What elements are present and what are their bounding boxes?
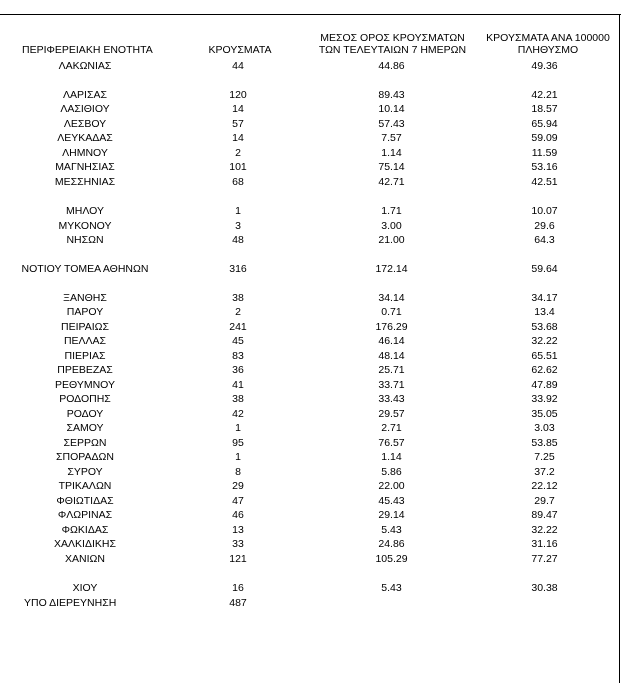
cases-cell: 29 [232, 480, 244, 492]
per-100000-cell: 53.85 [531, 437, 558, 449]
avg-7-days-cell: 22.00 [378, 480, 405, 492]
table-row [0, 552, 621, 566]
per-100000-cell: 10.07 [531, 205, 558, 217]
cases-cell: 1 [235, 422, 241, 434]
cases-cell: 14 [232, 103, 244, 115]
cases-cell: 8 [235, 466, 241, 478]
per-100000-cell: 11.59 [531, 147, 558, 159]
cases-cell: 241 [229, 321, 247, 333]
cases-cell: 46 [232, 509, 244, 521]
per-100000-cell: 32.22 [531, 335, 558, 347]
avg-7-days-cell: 5.43 [381, 582, 402, 594]
region-name-cell: ΠΙΕΡΙΑΣ [64, 350, 106, 362]
header-cases-label: ΚΡΟΥΣΜΑΤΑ [208, 44, 272, 56]
cases-cell: 83 [232, 350, 244, 362]
table-row [0, 59, 621, 73]
region-name-cell: ΡΟΔΟΥ [66, 408, 104, 420]
avg-7-days-cell: 76.57 [378, 437, 405, 449]
table-row [0, 334, 621, 348]
avg-7-days-cell: 24.86 [378, 538, 405, 550]
avg-7-days-cell: 176.29 [375, 321, 408, 333]
cases-cell: 41 [232, 379, 244, 391]
avg-7-days-cell: 75.14 [378, 161, 405, 173]
cases-cell: 121 [229, 553, 247, 565]
avg-7-days-cell: 21.00 [378, 234, 405, 246]
per-100000-cell: 77.27 [531, 553, 558, 565]
table-row [0, 131, 621, 145]
cases-cell: 14 [232, 132, 244, 144]
region-name-cell: ΧΑΝΙΩΝ [65, 553, 105, 565]
header-avg-line2: ΤΩΝ ΤΕΛΕΥΤΑΙΩΝ 7 ΗΜΕΡΩΝ [318, 44, 467, 56]
table-row [0, 363, 621, 377]
table-row [0, 596, 621, 610]
region-name-cell: ΦΩΚΙΔΑΣ [61, 524, 109, 536]
region-name-cell: ΡΕΘΥΜΝΟΥ [54, 379, 115, 391]
cases-cell: 48 [232, 234, 244, 246]
cases-cell: 3 [235, 220, 241, 232]
cases-cell: 47 [232, 495, 244, 507]
region-name-cell: ΤΡΙΚΑΛΩΝ [58, 480, 112, 492]
table-row [0, 494, 621, 508]
table-row [0, 508, 621, 522]
avg-7-days-cell: 48.14 [378, 350, 405, 362]
cases-cell: 68 [232, 176, 244, 188]
avg-7-days-cell: 172.14 [375, 263, 408, 275]
per-100000-cell: 59.09 [531, 132, 558, 144]
region-name-cell: ΦΘΙΩΤΙΔΑΣ [56, 495, 114, 507]
table-row [0, 291, 621, 305]
table-row [0, 175, 621, 189]
table-row [0, 349, 621, 363]
table-row [0, 421, 621, 435]
avg-7-days-cell: 10.14 [378, 103, 405, 115]
per-100000-cell: 29.7 [534, 495, 555, 507]
table-row [0, 407, 621, 421]
per-100000-cell: 13.4 [534, 306, 555, 318]
per-100000-cell: 29.6 [534, 220, 555, 232]
region-name-cell: ΛΑΡΙΣΑΣ [63, 89, 107, 101]
table-row [0, 146, 621, 160]
cases-cell: 2 [235, 147, 241, 159]
per-100000-cell: 59.64 [531, 263, 558, 275]
region-name-cell: ΜΗΛΟΥ [66, 205, 104, 217]
cases-cell: 45 [232, 335, 244, 347]
region-name-cell: ΣΥΡΟΥ [67, 466, 103, 478]
cases-cell: 33 [232, 538, 244, 550]
cases-cell: 2 [235, 306, 241, 318]
avg-7-days-cell: 5.43 [381, 524, 402, 536]
per-100000-cell: 22.12 [531, 480, 558, 492]
region-name-cell: ΝΗΣΩΝ [66, 234, 104, 246]
avg-7-days-cell: 34.14 [378, 292, 405, 304]
avg-7-days-cell: 3.00 [381, 220, 402, 232]
avg-7-days-cell: 29.57 [378, 408, 405, 420]
per-100000-cell: 65.94 [531, 118, 558, 130]
avg-7-days-cell: 1.14 [381, 451, 402, 463]
header-per-line2: ΠΛΗΘΥΣΜΟ [517, 44, 579, 56]
avg-7-days-cell: 2.71 [381, 422, 402, 434]
table-row [0, 378, 621, 392]
table-row [0, 450, 621, 464]
cases-cell: 42 [232, 408, 244, 420]
per-100000-cell: 53.68 [531, 321, 558, 333]
region-name-cell: ΛΗΜΝΟΥ [62, 147, 108, 159]
per-100000-cell: 47.89 [531, 379, 558, 391]
table-row [0, 233, 621, 247]
table-row [0, 581, 621, 595]
table-row [0, 320, 621, 334]
cases-cell: 95 [232, 437, 244, 449]
region-name-cell: ΠΑΡΟΥ [66, 306, 104, 318]
region-name-cell: ΞΑΝΘΗΣ [63, 292, 107, 304]
cases-cell: 44 [232, 60, 244, 72]
region-name-cell: ΜΕΣΣΗΝΙΑΣ [54, 176, 116, 188]
per-100000-cell: 42.21 [531, 89, 558, 101]
table-row [0, 102, 621, 116]
table-row [0, 160, 621, 174]
region-name-cell: ΧΑΛΚΙΔΙΚΗΣ [54, 538, 116, 550]
cases-cell: 16 [232, 582, 244, 594]
cases-cell: 13 [232, 524, 244, 536]
table-row [0, 537, 621, 551]
avg-7-days-cell: 57.43 [378, 118, 405, 130]
region-name-cell: ΜΥΚΟΝΟΥ [58, 220, 112, 232]
per-100000-cell: 42.51 [531, 176, 558, 188]
region-name-cell: ΦΛΩΡΙΝΑΣ [57, 509, 113, 521]
region-name-cell: ΥΠΟ ΔΙΕΡΕΥΝΗΣΗ [24, 597, 117, 609]
avg-7-days-cell: 1.14 [381, 147, 402, 159]
region-name-cell: ΛΑΣΙΘΙΟΥ [60, 103, 110, 115]
cases-cell: 316 [229, 263, 247, 275]
region-name-cell: ΡΟΔΟΠΗΣ [59, 393, 111, 405]
cases-cell: 38 [232, 393, 244, 405]
avg-7-days-cell: 5.86 [381, 466, 402, 478]
region-name-cell: ΣΠΟΡΑΔΩΝ [56, 451, 114, 463]
cases-cell: 1 [235, 451, 241, 463]
cases-cell: 487 [229, 597, 247, 609]
per-100000-cell: 32.22 [531, 524, 558, 536]
region-name-cell: ΣΑΜΟΥ [66, 422, 104, 434]
region-name-cell: ΠΡΕΒΕΖΑΣ [57, 364, 113, 376]
avg-7-days-cell: 44.86 [378, 60, 405, 72]
avg-7-days-cell: 46.14 [378, 335, 405, 347]
table-row [0, 88, 621, 102]
per-100000-cell: 65.51 [531, 350, 558, 362]
per-100000-cell: 31.16 [531, 538, 558, 550]
header-per-line1: ΚΡΟΥΣΜΑΤΑ ΑΝΑ 100000 [486, 32, 610, 44]
cases-cell: 36 [232, 364, 244, 376]
header-region-label: ΠΕΡΙΦΕΡΕΙΑΚΗ ΕΝΟΤΗΤΑ [22, 44, 153, 56]
per-100000-cell: 3.03 [534, 422, 555, 434]
avg-7-days-cell: 42.71 [378, 176, 405, 188]
region-name-cell: ΠΕΛΛΑΣ [63, 335, 107, 347]
table-row [0, 436, 621, 450]
table-row [0, 117, 621, 131]
region-name-cell: ΧΙΟΥ [72, 582, 98, 594]
table-row [0, 479, 621, 493]
per-100000-cell: 30.38 [531, 582, 558, 594]
region-name-cell: ΝΟΤΙΟΥ ΤΟΜΕΑ ΑΘΗΝΩΝ [21, 263, 149, 275]
avg-7-days-cell: 33.43 [378, 393, 405, 405]
avg-7-days-cell: 45.43 [378, 495, 405, 507]
avg-7-days-cell: 25.71 [378, 364, 405, 376]
per-100000-cell: 89.47 [531, 509, 558, 521]
per-100000-cell: 33.92 [531, 393, 558, 405]
region-name-cell: ΣΕΡΡΩΝ [63, 437, 107, 449]
table-row [0, 305, 621, 319]
avg-7-days-cell: 0.71 [381, 306, 402, 318]
region-name-cell: ΛΑΚΩΝΙΑΣ [58, 60, 112, 72]
cases-cell: 120 [229, 89, 247, 101]
region-name-cell: ΠΕΙΡΑΙΩΣ [61, 321, 109, 333]
avg-7-days-cell: 7.57 [381, 132, 402, 144]
per-100000-cell: 64.3 [534, 234, 555, 246]
header-avg-line1: ΜΕΣΟΣ ΟΡΟΣ ΚΡΟΥΣΜΑΤΩΝ [320, 32, 465, 44]
avg-7-days-cell: 33.71 [378, 379, 405, 391]
region-name-cell: ΛΕΣΒΟΥ [63, 118, 107, 130]
avg-7-days-cell: 1.71 [381, 205, 402, 217]
cases-cell: 101 [229, 161, 247, 173]
cases-cell: 57 [232, 118, 244, 130]
table-row [0, 465, 621, 479]
table-row [0, 262, 621, 276]
per-100000-cell: 35.05 [531, 408, 558, 420]
region-name-cell: ΜΑΓΝΗΣΙΑΣ [55, 161, 115, 173]
per-100000-cell: 49.36 [531, 60, 558, 72]
region-name-cell: ΛΕΥΚΑΔΑΣ [57, 132, 113, 144]
per-100000-cell: 62.62 [531, 364, 558, 376]
table-row [0, 523, 621, 537]
cases-cell: 1 [235, 205, 241, 217]
per-100000-cell: 7.25 [534, 451, 555, 463]
cases-cell: 38 [232, 292, 244, 304]
avg-7-days-cell: 105.29 [375, 553, 408, 565]
per-100000-cell: 18.57 [531, 103, 558, 115]
avg-7-days-cell: 89.43 [378, 89, 405, 101]
table-row [0, 219, 621, 233]
table-row [0, 392, 621, 406]
table-row [0, 204, 621, 218]
avg-7-days-cell: 29.14 [378, 509, 405, 521]
per-100000-cell: 53.16 [531, 161, 558, 173]
per-100000-cell: 37.2 [534, 466, 555, 478]
per-100000-cell: 34.17 [531, 292, 558, 304]
